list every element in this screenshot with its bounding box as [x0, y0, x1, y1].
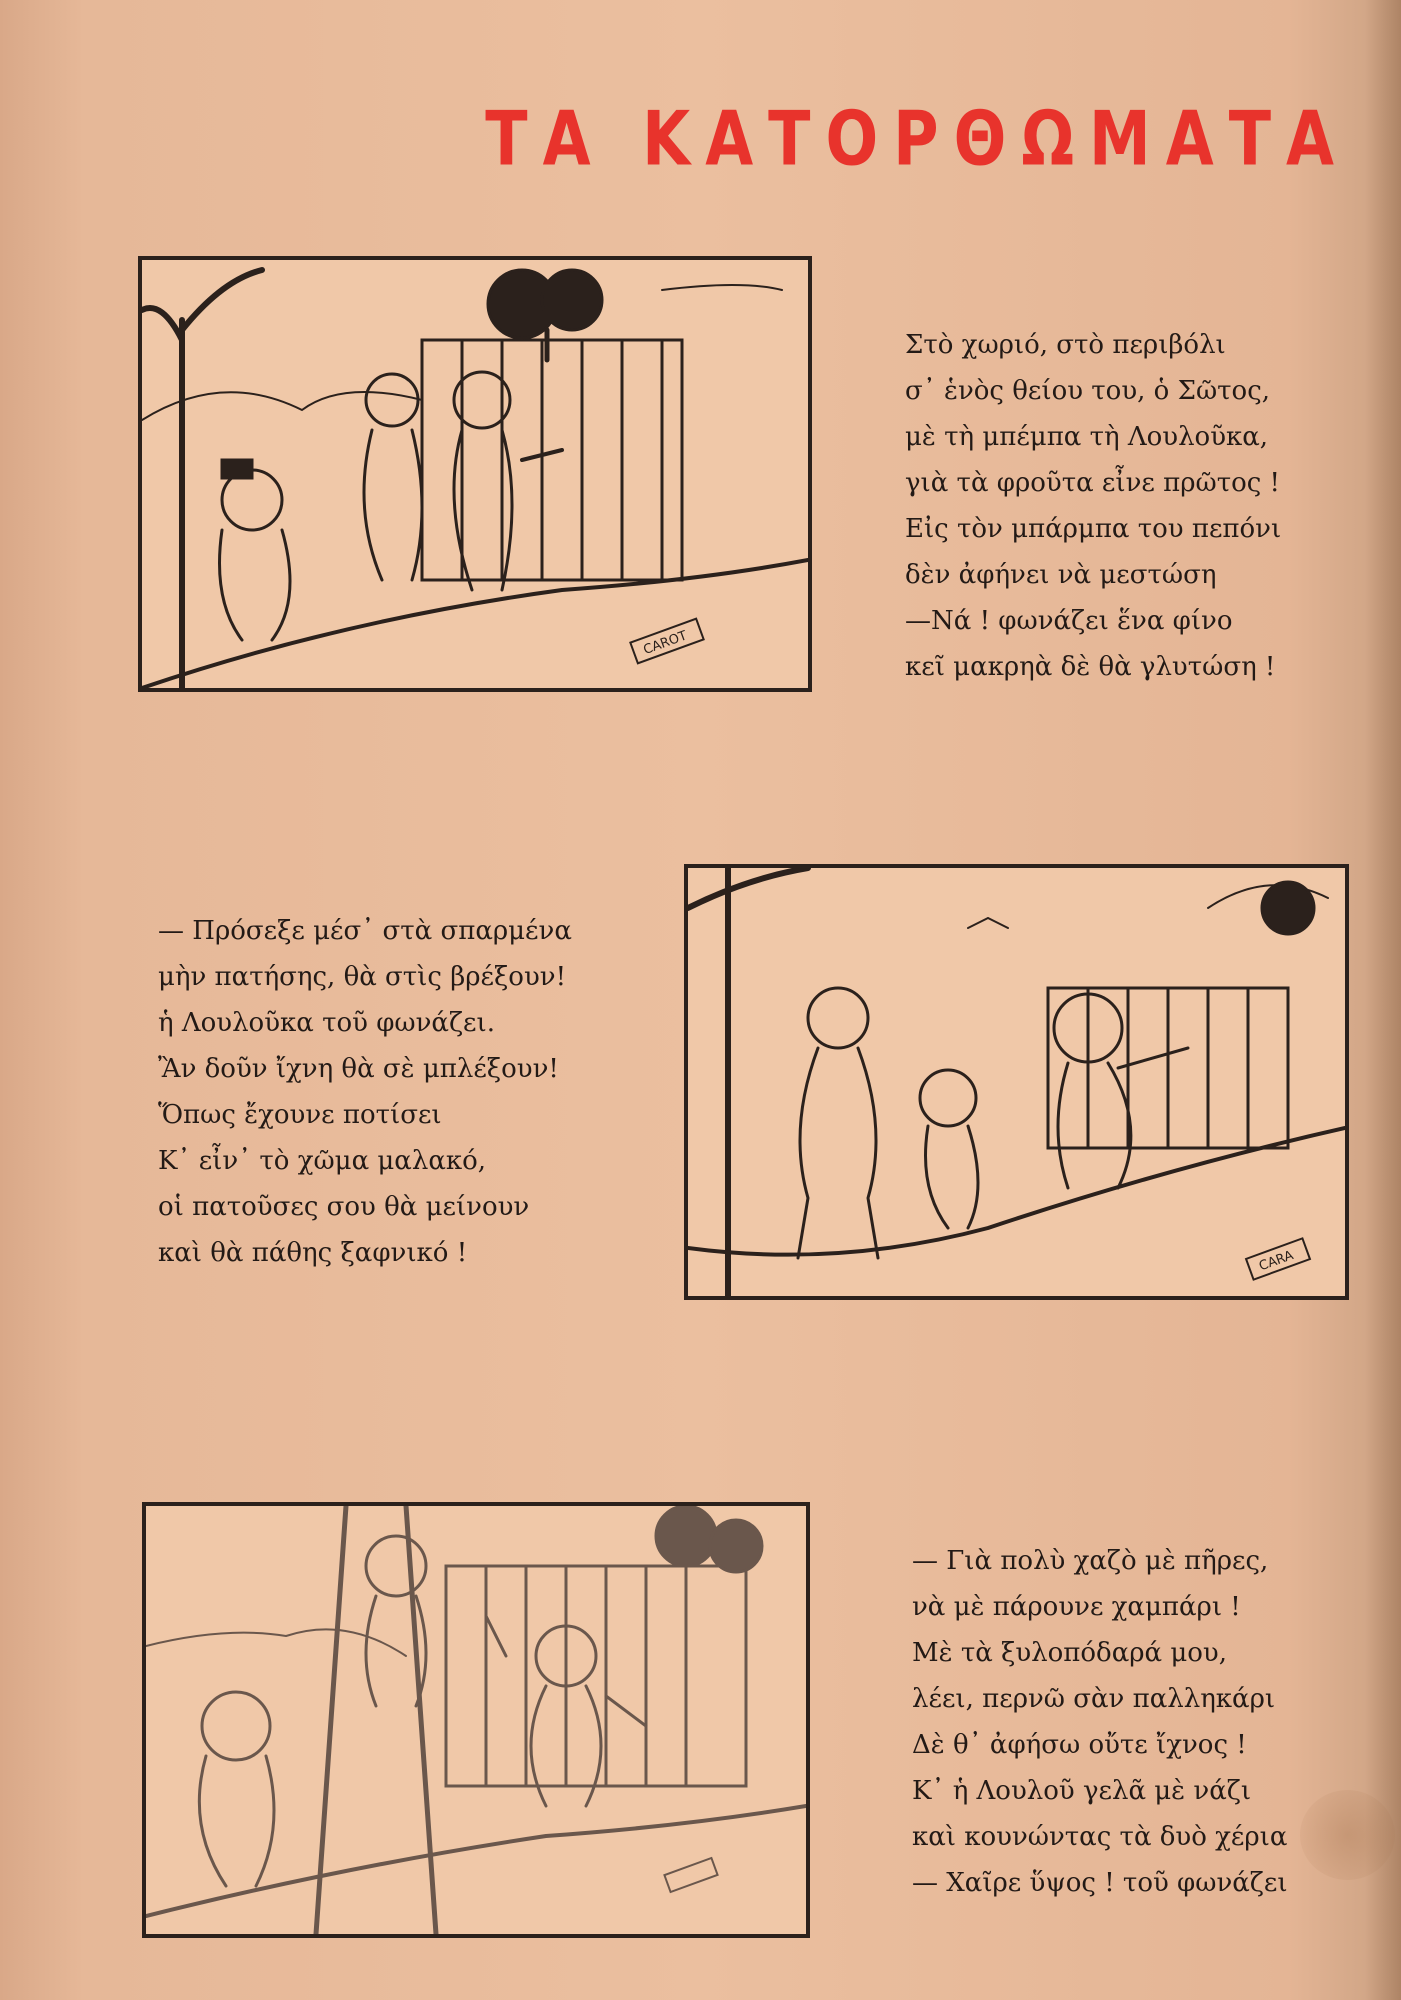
verse-line: Εἰς τὸν μπάρμπα του πεπόνι — [905, 514, 1282, 544]
comic-panel-2 — [684, 864, 1349, 1300]
verse-line: κεῖ μακρηὰ δὲ θὰ γλυτώση ! — [905, 652, 1276, 682]
verse-line: καὶ κουνώντας τὰ δυὸ χέρια — [912, 1822, 1288, 1852]
verse-line: σ᾽ ἑνὸς θείου του, ὁ Σῶτος, — [905, 376, 1271, 406]
verse-line: Στὸ χωριό, στὸ περιβόλι — [905, 330, 1226, 360]
comic-panel-1 — [138, 256, 812, 692]
verse-line: Δὲ θ᾽ ἀφήσω οὔτε ἴχνος ! — [912, 1730, 1247, 1760]
paper-stain — [1300, 1790, 1395, 1880]
verse-line: Κ᾽ εἶν᾽ τὸ χῶμα μαλακό, — [158, 1146, 487, 1176]
verse-line: καὶ θὰ πάθης ξαφνικό ! — [158, 1238, 468, 1268]
verse-line: — Πρόσεξε μέσ᾽ στὰ σπαρμένα — [158, 916, 572, 946]
verse-line: μὴν πατήσης, θὰ στὶς βρέξουν! — [158, 962, 567, 992]
sign-carrots-1: CAROT — [641, 628, 690, 659]
verse-line: Ὅπως ἔχουνε ποτίσει — [158, 1100, 442, 1130]
verse-line: ἡ Λουλοῦκα τοῦ φωνάζει. — [158, 1008, 495, 1038]
comic-illustration-1 — [142, 260, 808, 688]
verse-line: μὲ τὴ μπέμπα τὴ Λουλοῦκα, — [905, 422, 1269, 452]
verse-line: Κ᾽ ἡ Λουλοῦ γελᾶ μὲ νάζι — [912, 1776, 1252, 1806]
verse-line: —Νά ! φωνάζει ἕνα φίνο — [905, 606, 1233, 636]
verse-line: — Χαῖρε ὕψος ! τοῦ φωνάζει — [912, 1868, 1288, 1898]
verse-line: Ἂν δοῦν ἴχνη θὰ σὲ μπλέξουν! — [158, 1054, 559, 1084]
page-edge-shadow — [1365, 0, 1401, 2000]
verse-3 — [912, 1538, 1288, 1906]
verse-line: γιὰ τὰ φροῦτα εἶνε πρῶτος ! — [905, 468, 1281, 498]
page-title: ΤΑ ΚΑΤΟΡΘΩΜΑΤΑ — [485, 94, 1349, 183]
verse-line: Μὲ τὰ ξυλοπόδαρά μου, — [912, 1638, 1227, 1668]
comic-illustration-2 — [688, 868, 1345, 1296]
verse-line: λέει, περνῶ σὰν παλληκάρι — [912, 1684, 1276, 1714]
verse-2 — [158, 908, 572, 1276]
verse-line: δὲν ἀφήνει νὰ μεστώση — [905, 560, 1217, 590]
verse-line: οἱ πατοῦσες σου θὰ μείνουν — [158, 1192, 530, 1222]
comic-illustration-3 — [146, 1506, 806, 1934]
comic-panel-3 — [142, 1502, 810, 1938]
verse-line: — Γιὰ πολὺ χαζὸ μὲ πῆρες, — [912, 1546, 1269, 1576]
verse-line: νὰ μὲ πάρουνε χαμπάρι ! — [912, 1592, 1241, 1622]
verse-1 — [905, 322, 1281, 690]
sign-carrots-2: CARA — [1257, 1248, 1296, 1275]
